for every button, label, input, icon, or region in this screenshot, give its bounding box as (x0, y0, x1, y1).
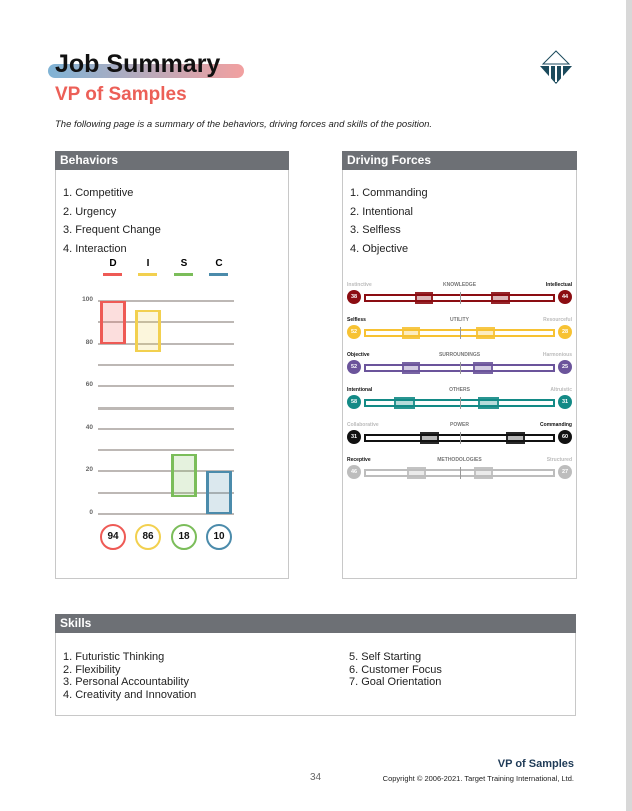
y-tick-label: 20 (85, 466, 93, 474)
left-range-box (415, 292, 434, 304)
gridline (98, 428, 234, 430)
disc-legend-line (138, 273, 157, 276)
skills-header: Skills (55, 614, 576, 633)
left-label: Intentional (347, 387, 373, 393)
disc-label-D: D (109, 258, 117, 269)
midline (460, 467, 461, 479)
left-label: Receptive (347, 457, 371, 463)
behaviors-panel (55, 151, 289, 579)
list-item: 1. Futuristic Thinking (63, 651, 165, 663)
score-track (364, 469, 555, 477)
left-range-box (407, 467, 426, 479)
list-item: 6. Customer Focus (349, 663, 442, 676)
skills-list-col2 (349, 651, 442, 689)
page-edge (626, 0, 632, 811)
category-title: POWER (450, 422, 469, 428)
gridline (98, 364, 234, 366)
score-track (364, 434, 555, 442)
gridline (98, 407, 234, 410)
list-item: 1. Commanding (350, 187, 428, 199)
disc-score-I: 86 (135, 524, 161, 550)
intro-text: The following page is a summary of the behaviors, driving forces and skills of the position. (55, 119, 433, 130)
right-score: 25 (558, 360, 572, 374)
left-range-box (402, 327, 421, 339)
list-item: 4. Objective (350, 242, 409, 255)
right-range-box (491, 292, 510, 304)
right-range-box (473, 362, 494, 374)
disc-label-C: C (215, 258, 223, 269)
list-item: 2. Flexibility (63, 663, 121, 676)
list-item: 1. Competitive (63, 187, 134, 199)
copyright: Copyright © 2006-2021. Target Training International, Ltd. (382, 774, 574, 783)
left-score: 52 (347, 325, 361, 339)
disc-label-I: I (146, 258, 150, 269)
right-score: 27 (558, 465, 572, 479)
left-range-box (394, 397, 415, 409)
score-track (364, 364, 555, 372)
footer-title: VP of Samples (497, 758, 574, 770)
left-range-box (420, 432, 439, 444)
list-item: 3. Personal Accountability (63, 676, 189, 688)
midline (460, 397, 461, 409)
disc-bar-S (171, 454, 197, 497)
behaviors-list (63, 184, 161, 258)
score-track (364, 399, 555, 407)
list-item: 4. Interaction (63, 242, 127, 255)
disc-legend-line (209, 273, 228, 276)
disc-score-C: 10 (206, 524, 232, 550)
left-score: 38 (347, 290, 361, 304)
left-label: Objective (347, 352, 370, 358)
skills-panel (55, 614, 576, 716)
list-item: 4. Creativity and Innovation (63, 688, 197, 701)
disc-score-D: 94 (100, 524, 126, 550)
right-label: Structured (546, 457, 572, 463)
right-score: 31 (558, 395, 572, 409)
category-title: METHODOLOGIES (437, 457, 482, 463)
disc-bar-D (100, 301, 126, 344)
driving-forces-header: Driving Forces (342, 151, 577, 170)
skills-list-col1 (63, 651, 196, 701)
right-label: Resourceful (543, 317, 572, 323)
y-tick-label: 0 (89, 509, 93, 516)
y-tick-label: 60 (85, 381, 93, 389)
right-range-box (474, 467, 493, 479)
left-label: Collaborative (347, 422, 379, 428)
list-item: 3. Frequent Change (63, 224, 161, 236)
category-title: SURROUNDINGS (438, 352, 481, 358)
page-subtitle: VP of Samples (55, 84, 187, 105)
list-item: 3. Selfless (350, 224, 401, 236)
category-title: KNOWLEDGE (442, 282, 477, 288)
disc-score-S: 18 (171, 524, 197, 550)
category-title: UTILITY (450, 317, 469, 323)
score-track (364, 294, 555, 302)
disc-legend-line (174, 273, 193, 276)
right-score: 28 (558, 325, 572, 339)
y-tick-label: 40 (85, 423, 93, 431)
gridline (98, 385, 234, 387)
right-label: Intellectual (545, 282, 572, 288)
driving-force-row (347, 422, 572, 457)
left-range-box (402, 362, 421, 374)
driving-force-row (347, 352, 572, 387)
list-item: 2. Urgency (63, 205, 117, 218)
right-range-box (476, 327, 495, 339)
driving-force-row (347, 317, 572, 352)
midline (460, 292, 461, 304)
midline (460, 327, 461, 339)
right-label: Commanding (540, 422, 572, 428)
list-item: 7. Goal Orientation (349, 676, 442, 688)
page-title: Job Summary (55, 50, 221, 78)
right-range-box (506, 432, 525, 444)
score-track (364, 329, 555, 337)
midline (460, 362, 461, 374)
driving-force-row (347, 387, 572, 422)
disc-bar-C (206, 471, 232, 514)
y-tick-label: 80 (85, 338, 93, 346)
driving-force-row (347, 282, 572, 317)
left-label: Instinctive (347, 282, 372, 288)
company-logo-icon (536, 48, 576, 88)
driving-force-row (347, 457, 572, 492)
driving-forces-list (350, 184, 428, 258)
disc-label-S: S (180, 258, 188, 269)
left-score: 31 (347, 430, 361, 444)
right-score: 60 (558, 430, 572, 444)
left-label: Selfless (347, 317, 366, 323)
list-item: 2. Intentional (350, 205, 413, 218)
left-score: 46 (347, 465, 361, 479)
left-score: 52 (347, 360, 361, 374)
midline (460, 432, 461, 444)
right-score: 44 (558, 290, 572, 304)
page-number: 34 (310, 772, 322, 783)
behaviors-header: Behaviors (55, 151, 289, 170)
right-range-box (478, 397, 499, 409)
category-title: OTHERS (449, 387, 470, 393)
disc-legend-line (103, 273, 122, 276)
list-item: 5. Self Starting (349, 651, 422, 663)
left-score: 58 (347, 395, 361, 409)
right-label: Altruistic (550, 387, 572, 393)
gridline (98, 449, 234, 451)
y-tick-label: 100 (82, 296, 93, 303)
right-label: Harmonious (542, 352, 572, 358)
disc-bar-I (135, 310, 161, 353)
